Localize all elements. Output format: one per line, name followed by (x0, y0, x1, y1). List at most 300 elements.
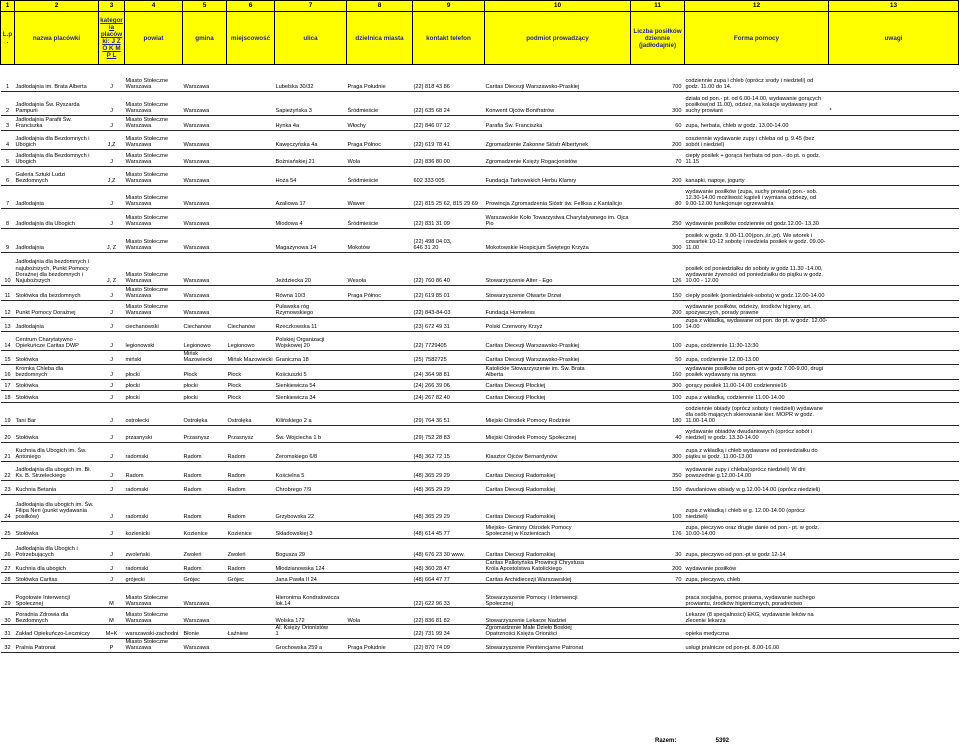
cell-operator: Klasztor Ojców Bernardynów (485, 442, 631, 461)
cell-category: J (99, 300, 125, 317)
cell-town: Radom (227, 480, 275, 494)
cell-meal-count: 70 (631, 573, 685, 584)
cell-lp: 10 (1, 252, 15, 285)
cell-notes (829, 252, 959, 285)
cell-town (227, 608, 275, 625)
cell-notes (829, 402, 959, 425)
cell-powiat: płocki (125, 379, 183, 390)
cell-meal-count: 200 (631, 559, 685, 573)
cell-form-of-aid: zupa, pieczywo oraz drugie danie od pon.- pt. w godz. 10.00-14.00 (685, 521, 829, 538)
cell-district: Wawer (347, 185, 413, 208)
cell-gmina: Warszawa (183, 608, 227, 625)
cell-notes (829, 317, 959, 331)
cell-notes (829, 300, 959, 317)
cell-street: Młodzianowska 124 (275, 559, 347, 573)
cell-name: Kuchnia dla ubogich (15, 559, 99, 573)
table-row (1, 379, 959, 390)
cell-form-of-aid: zupa, codziennie 11:30-13:30 (685, 331, 829, 350)
cell-name: Jadłodajnia Parafii Św. Franciszka (15, 115, 99, 130)
cell-meal-count: 70 (631, 149, 685, 166)
cell-operator: Mokotowskie Hospicjum Świętego Krzyża (485, 228, 631, 252)
cell-street: Magazynowa 14 (275, 228, 347, 252)
header-lp: L.p. (1, 12, 15, 65)
header-street: ulica (275, 12, 347, 65)
cell-powiat: płocki (125, 364, 183, 379)
cell-gmina: Warszawa (183, 69, 227, 91)
cell-operator: Prowincja Zgromadzenia Sióstr św. Feliksa z Kantalicjo (485, 185, 631, 208)
cell-district (347, 584, 413, 608)
cell-lp: 25 (1, 521, 15, 538)
cell-name: Stołówka (15, 521, 99, 538)
cell-powiat: Miasto Stołeczne Warszawa (125, 285, 183, 300)
cell-district (347, 521, 413, 538)
cell-lp: 19 (1, 402, 15, 425)
cell-meal-count: 40 (631, 425, 685, 442)
table-row (1, 115, 959, 130)
cell-form-of-aid: Lekarze (8 specjalności) EKG, wydawanie leków na zlecenie lekarza (685, 608, 829, 625)
cell-street: Bogusza 29 (275, 538, 347, 559)
cell-powiat: radomski (125, 559, 183, 573)
cell-form-of-aid: wydawanie posiłków (685, 559, 829, 573)
cell-district (347, 402, 413, 425)
cell-lp: 1 (1, 69, 15, 91)
cell-street: Kościelna 5 (275, 461, 347, 480)
cell-notes (829, 625, 959, 639)
cell-powiat: zwoleński (125, 538, 183, 559)
cell-category: J (99, 402, 125, 425)
cell-meal-count: 50 (631, 350, 685, 364)
cell-operator: Fundacja Homeless (485, 300, 631, 317)
cell-meal-count: 80 (631, 185, 685, 208)
cell-phone: (22) 818 43 86 (413, 69, 485, 91)
cell-gmina: płocki (183, 379, 227, 390)
table-row (1, 300, 959, 317)
cell-lp: 13 (1, 317, 15, 331)
cell-form-of-aid: dwudaniowe obiady w g.12.00-14.00 (oprócz niedzieli) (685, 480, 829, 494)
cell-gmina: Grójec (183, 573, 227, 584)
table-row (1, 130, 959, 149)
cell-town: Radom (227, 461, 275, 480)
cell-operator: Caritas Diecezji Warszawsko-Praskiej (485, 350, 631, 364)
cell-phone: (22) 836 81 82 (413, 608, 485, 625)
cell-district (347, 461, 413, 480)
cell-street: Kilińskiego 2 a (275, 402, 347, 425)
cell-meal-count: 150 (631, 480, 685, 494)
cell-street: Kościuszki 5 (275, 364, 347, 379)
cell-street: Hieronima Kondratowicza lok.14 (275, 584, 347, 608)
table-row (1, 559, 959, 573)
cell-form-of-aid: zupa z wkładką i chleb wydawane od poniedziałku do piątku w godz. 11.00-13.00 (685, 442, 829, 461)
cell-form-of-aid: wydawanie posiłków codziennie od godz.12.00- 13.30 (685, 208, 829, 228)
header-district: dzielnica miasta (347, 12, 413, 65)
cell-lp: 21 (1, 442, 15, 461)
cell-form-of-aid: wydawanie posiłków od pon.-pt w godz 7.00-9.00, drugi posiłek wydawany na wynos (685, 364, 829, 379)
cell-notes (829, 461, 959, 480)
cell-lp: 12 (1, 300, 15, 317)
cell-meal-count: 300 (631, 379, 685, 390)
cell-operator: Caritas Diecezji Płockiej (485, 390, 631, 402)
cell-form-of-aid: zupa, codziennie 12.00-13.00 (685, 350, 829, 364)
cell-phone: (24) 266 39 06 (413, 379, 485, 390)
cell-notes (829, 379, 959, 390)
table-row (1, 538, 959, 559)
cell-phone: (48) 664 47 77 (413, 573, 485, 584)
cell-name: Kuchnia Betania (15, 480, 99, 494)
cell-category: M (99, 584, 125, 608)
cell-town (227, 149, 275, 166)
cell-operator: Miejski Ośrodek Pomocy Rodzinie (485, 402, 631, 425)
cell-lp: 27 (1, 559, 15, 573)
cell-meal-count: 100 (631, 317, 685, 331)
cell-district: Praga Południe (347, 638, 413, 652)
cell-notes (829, 331, 959, 350)
cell-meal-count (631, 638, 685, 652)
cell-gmina: Kozienice (183, 521, 227, 538)
cell-notes (829, 364, 959, 379)
cell-district (347, 379, 413, 390)
cell-phone: (24) 267 82 40 (413, 390, 485, 402)
cell-town: Radom (227, 559, 275, 573)
header-operator: podmiot prowadzący (485, 12, 631, 65)
cell-lp: 3 (1, 115, 15, 130)
cell-phone: 602 333 005 (413, 166, 485, 185)
cell-operator: Caritas Diecezji Warszawsko-Praskiej (485, 331, 631, 350)
cell-category: J (99, 390, 125, 402)
cell-name: Jadłodajnia dla Bezdomnych i Ubogich (15, 149, 99, 166)
cell-powiat: kozienicki (125, 521, 183, 538)
header-meal-count: Liczba posiłków dziennie (jadłodajnie) (631, 12, 685, 65)
cell-gmina: Warszawa (183, 91, 227, 115)
cell-category: J (99, 350, 125, 364)
cell-operator: Stowarzyszenie Alter - Ego (485, 252, 631, 285)
cell-lp: 20 (1, 425, 15, 442)
cell-form-of-aid: wydawanie obiadów dwudaniowych (oprócz sobót i niedziel) w godz. 13.30-14.00 (685, 425, 829, 442)
cell-form-of-aid: ciepły posiłek + gorąca herbata od pon.- do pt. o godz. 11.15 (685, 149, 829, 166)
cell-district (347, 538, 413, 559)
table-row (1, 442, 959, 461)
cell-gmina: Warszawa (183, 149, 227, 166)
cell-category: J,Z (99, 166, 125, 185)
cell-category: J (99, 538, 125, 559)
column-number: 2 (15, 1, 99, 12)
cell-lp: 17 (1, 379, 15, 390)
cell-phone: (48) 614 45 77 (413, 521, 485, 538)
cell-phone: (22) 831 31 09 (413, 208, 485, 228)
cell-gmina: Zwoleń (183, 538, 227, 559)
cell-district (347, 350, 413, 364)
cell-meal-count: 300 (631, 91, 685, 115)
cell-phone: (22) 846 07 12 (413, 115, 485, 130)
cell-gmina: Radom (183, 559, 227, 573)
header-gmina: gmina (183, 12, 227, 65)
cell-town (227, 130, 275, 149)
column-number: 1 (1, 1, 15, 12)
cell-town (227, 185, 275, 208)
table-row (1, 494, 959, 521)
cell-lp: 7 (1, 185, 15, 208)
cell-category: J (99, 461, 125, 480)
cell-category: J (99, 331, 125, 350)
header-category: kategoria placówki: J Z O K M P L (99, 12, 125, 65)
cell-street: Wolska 172 (275, 608, 347, 625)
cell-district (347, 625, 413, 639)
cell-lp: 6 (1, 166, 15, 185)
cell-operator: Stowarzyszenie Penitencjarne Patronat (485, 638, 631, 652)
cell-district (347, 494, 413, 521)
cell-gmina: Błonie (183, 625, 227, 639)
cell-lp: 32 (1, 638, 15, 652)
cell-powiat: Miasto Stołeczne Warszawa (125, 69, 183, 91)
cell-street: Sienkiewicza 34 (275, 390, 347, 402)
cell-town (227, 252, 275, 285)
total-label: Razem: (655, 738, 677, 744)
table-row (1, 350, 959, 364)
cell-powiat: miński (125, 350, 183, 364)
cell-name: Kromka Chleba dla bezdomnych (15, 364, 99, 379)
cell-district (347, 300, 413, 317)
column-number: 7 (275, 1, 347, 12)
cell-operator: Zgromadzenie Małe Dzieło Boskiej Opatrzności Księża Orioniści (485, 625, 631, 639)
cell-street: Rzeczkowska 11 (275, 317, 347, 331)
header-notes: uwagi (829, 12, 959, 65)
column-number: 9 (413, 1, 485, 12)
cell-district: Praga Północ (347, 285, 413, 300)
cell-name: Kuchnia dla Ubogich im. Św. Antoniego (15, 442, 99, 461)
cell-lp: 9 (1, 228, 15, 252)
cell-meal-count: 350 (631, 461, 685, 480)
cell-form-of-aid: zupa z wkładką i chleb w g. 12.00-14.00 (oprócz niedzieli) (685, 494, 829, 521)
cell-street: Składowskiej 3 (275, 521, 347, 538)
cell-phone: (22) 731 99 34 (413, 625, 485, 639)
cell-operator: Caritas Diecezji Warszawsko-Praskiej (485, 69, 631, 91)
cell-notes (829, 69, 959, 91)
cell-district (347, 442, 413, 461)
cell-town: Ciechanów (227, 317, 275, 331)
cell-name: Tani Bar (15, 402, 99, 425)
cell-powiat: Miasto Stołeczne Warszawa (125, 228, 183, 252)
cell-lp: 31 (1, 625, 15, 639)
cell-operator: Caritas Diecezji Radomskiej (485, 538, 631, 559)
cell-operator: Stowarzyszenie Pomocy i Interwencji Społecznej (485, 584, 631, 608)
cell-lp: 24 (1, 494, 15, 521)
cell-operator: Katolickie Stowarzyszenie im. Św. Brata Alberta (485, 364, 631, 379)
cell-name: Jadłodajnia (15, 228, 99, 252)
cell-name: Pralnia Patronat (15, 638, 99, 652)
cell-notes (829, 494, 959, 521)
cell-street: Puławska róg Rzymowskiego (275, 300, 347, 317)
cell-category: J (99, 69, 125, 91)
column-number: 12 (685, 1, 829, 12)
table-row (1, 461, 959, 480)
cell-gmina: Warszawa (183, 166, 227, 185)
cell-gmina: Warszawa (183, 285, 227, 300)
cell-form-of-aid: gorący posiłek 11.00-14.00 codziennie16 (685, 379, 829, 390)
cell-form-of-aid: zupa, herbata, chleb w godz. 13.00-14.00 (685, 115, 829, 130)
cell-meal-count: 176 (631, 521, 685, 538)
cell-district: Włochy (347, 115, 413, 130)
cell-notes (829, 442, 959, 461)
cell-town: Radom (227, 442, 275, 461)
cell-gmina: Radom (183, 461, 227, 480)
cell-lp: 18 (1, 390, 15, 402)
cell-gmina: Warszawa (183, 115, 227, 130)
header-town: miejscowość (227, 12, 275, 65)
cell-street: Jana Pawła II 24 (275, 573, 347, 584)
cell-notes (829, 130, 959, 149)
cell-town (227, 115, 275, 130)
cell-meal-count: 200 (631, 130, 685, 149)
cell-form-of-aid: zupa z wkładką, wydawane od pon. do pt. w godz. 12.00-14.00 (685, 317, 828, 331)
cell-phone: (22) 7729405 (413, 331, 485, 350)
cell-town: Radom (227, 494, 275, 521)
cell-gmina: Przasnysz (183, 425, 227, 442)
cell-name: Centrum Charytatywno - Opiekuńcze Caritas DWP (15, 331, 99, 350)
cell-district: Mokotów (347, 228, 413, 252)
cell-lp: 29 (1, 584, 15, 608)
cell-powiat: Miasto Stołeczne Warszawa (125, 185, 183, 208)
cell-form-of-aid: wydawanie posiłków, odzieży, środków higieny, art. spożywczych, porady prawne (685, 300, 829, 317)
column-number-row (1, 1, 959, 12)
table-row (1, 149, 959, 166)
cell-phone: (22) 815 25 62, 815 29 69 (413, 185, 485, 208)
cell-lp: 16 (1, 364, 15, 379)
cell-street: Hoża 54 (275, 166, 347, 185)
cell-district: Śródmieście (347, 91, 413, 115)
cell-name: Stołówka (15, 379, 99, 390)
cell-category: J,Z (99, 130, 125, 149)
cell-name: Jadłodajnia im. Brata Alberta (15, 69, 99, 91)
cell-street: Jeździecka 20 (275, 252, 347, 285)
cell-powiat: ostrołecki (125, 402, 183, 425)
cell-meal-count (631, 584, 685, 608)
cell-gmina: Mińsk Mazowiecki (183, 350, 227, 364)
cell-powiat: Miasto Stołeczne Warszawa (125, 638, 183, 652)
cell-name: Punkt Pomocy Doraźnej (15, 300, 99, 317)
cell-gmina: Legionowo (183, 331, 227, 350)
cell-meal-count: 30 (631, 538, 685, 559)
cell-town (227, 300, 275, 317)
column-number: 8 (347, 1, 413, 12)
cell-street: Grochowska 259 a (275, 638, 347, 652)
cell-street: Sapieżyńska 3 (275, 91, 347, 115)
cell-gmina: Warszawa (183, 185, 227, 208)
cell-form-of-aid: ciepły posiłek (poniedziałek-sobota) w godz.12.00-14.00 (685, 285, 829, 300)
cell-notes (829, 166, 959, 185)
cell-name: Pogotowie Interwencji Społecznej (15, 584, 99, 608)
cell-lp: 4 (1, 130, 15, 149)
cell-form-of-aid: posiłek w godz. 9.00-11.00(pon.,śr.,pt). We wtorek i czwartek 10-12 sobotę i niedziela posiłek w godz. 09.00-11.00 (685, 228, 829, 252)
cell-name: Jadłodajnia (15, 317, 99, 331)
cell-name: Stołówka Caritas (15, 573, 99, 584)
cell-operator: Stowarzyszenie Lekarze Nadziei (485, 608, 631, 625)
cell-phone: (29) 752 28 83 (413, 425, 485, 442)
cell-street: Chrobrego 7/9 (275, 480, 347, 494)
header-form-of-aid: Forma pomocy (685, 12, 829, 65)
cell-powiat: Miasto Stołeczne Warszawa (125, 252, 183, 285)
cell-powiat: Miasto Stołeczne Warszawa (125, 208, 183, 228)
cell-district: Wola (347, 149, 413, 166)
cell-town: Ostrołęka (227, 402, 275, 425)
cell-gmina: Warszawa (183, 584, 227, 608)
cell-category: J (99, 379, 125, 390)
cell-powiat: radomski (125, 494, 183, 521)
cell-lp: 11 (1, 285, 15, 300)
cell-town (227, 285, 275, 300)
cell-category: J (99, 91, 125, 115)
cell-notes (829, 228, 959, 252)
cell-notes (829, 573, 959, 584)
cell-street: Polskiej Organizacji Wojskowej 20 (275, 331, 347, 350)
cell-powiat: Miasto Stołeczne Warszawa (125, 166, 183, 185)
table-row (1, 228, 959, 252)
cell-powiat: Miasto Stołeczne Warszawa (125, 115, 183, 130)
table-row (1, 638, 959, 652)
cell-district (347, 480, 413, 494)
cell-form-of-aid: usługi pralnicze od pon-pt. 8.00-16.00 (685, 638, 829, 652)
table-row (1, 608, 959, 625)
table-row (1, 390, 959, 402)
cell-district (347, 559, 413, 573)
total-summary (655, 737, 735, 745)
cell-operator: Zgromadzenie Księży Rogacjonistów (485, 149, 631, 166)
cell-district (347, 317, 413, 331)
cell-powiat: Radom (125, 461, 183, 480)
cell-town: Przasnysz (227, 425, 275, 442)
cell-district (347, 573, 413, 584)
cell-powiat: legionowski (125, 331, 183, 350)
table-row (1, 185, 959, 208)
cell-phone: (22) 760 86 40 (413, 252, 485, 285)
cell-district (347, 364, 413, 379)
table-row (1, 285, 959, 300)
cell-notes (829, 638, 959, 652)
cell-category: J (99, 185, 125, 208)
cell-meal-count: 100 (631, 494, 685, 521)
cell-operator: Konwent Ojców Bonifratrów (485, 91, 631, 115)
cell-phone: (48) 365 29 29 (413, 480, 485, 494)
header-name: nazwa placówki (15, 12, 99, 65)
cell-gmina: Warszawa (183, 252, 227, 285)
column-number: 3 (99, 1, 125, 12)
cell-form-of-aid: cosziennie wydawanie zupy i chleba od g. 9.45 (bez sobót i niedziel) (685, 130, 829, 149)
cell-town (227, 638, 275, 652)
cell-street: Hynka 4a (275, 115, 347, 130)
cell-category: J (99, 442, 125, 461)
cell-district: Wesoła (347, 252, 413, 285)
cell-operator: Caritas Archidiecezji Warszawskiej (485, 573, 631, 584)
total-value: 5392 (715, 738, 729, 744)
cell-notes (829, 425, 959, 442)
cell-meal-count: 160 (631, 364, 685, 379)
cell-town: Mińsk Mazowiecki (227, 350, 275, 364)
cell-form-of-aid: posiłek od poniedziałku do soboty w godz 11.30 -14.00, wydawanie żywności od poniedziałku do piątku w godz. 10.00 - 12.00 (685, 252, 829, 285)
cell-street: Sienkiewicza 54 (275, 379, 347, 390)
cell-powiat: Miasto Stołeczne Warszawa (125, 149, 183, 166)
cell-category: J, Z (99, 228, 125, 252)
cell-gmina: Warszawa (183, 228, 227, 252)
cell-district (347, 390, 413, 402)
cell-meal-count: 100 (631, 331, 685, 350)
cell-phone: (29) 764 36 51 (413, 402, 485, 425)
table-row (1, 402, 959, 425)
cell-name: Jadłodajnia (15, 185, 99, 208)
cell-gmina: Radom (183, 480, 227, 494)
cell-notes (829, 350, 959, 364)
cell-district: Śródmieście (347, 208, 413, 228)
cell-lp: 8 (1, 208, 15, 228)
cell-street: Bożniańskiej 21 (275, 149, 347, 166)
cell-form-of-aid: codziennie zupa i chleb (oprócz srody i niedzieli) od godz. 11.00 do 14. (685, 69, 829, 91)
